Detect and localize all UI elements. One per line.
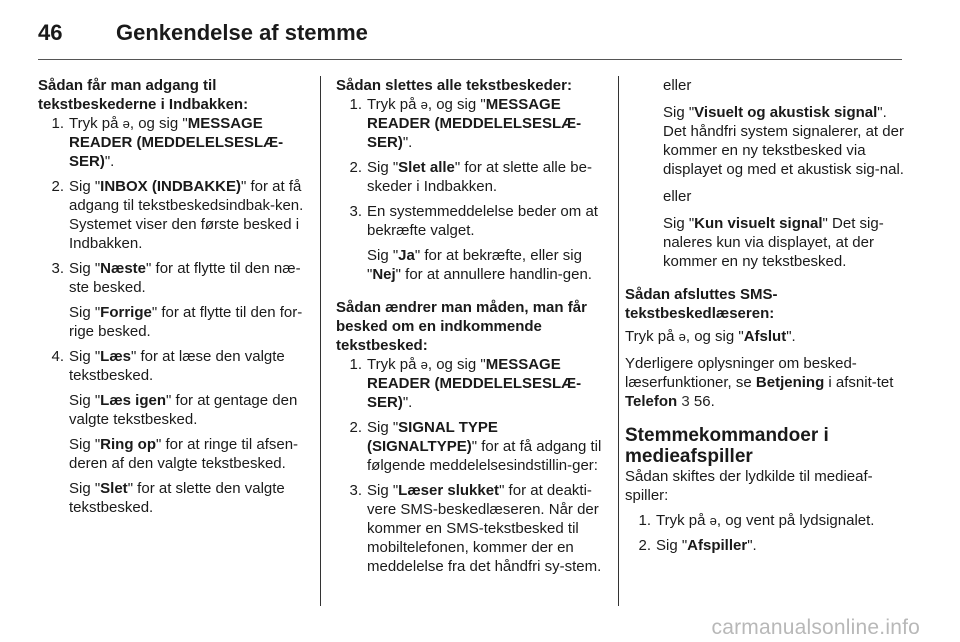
- arrow-ref-icon: 3: [681, 393, 690, 410]
- list-item: 1. Tryk på ǝ, og sig "MESSAGE READER (MEDDELELSESLÆ-SER)".: [349, 96, 582, 151]
- list-subitem: Sig "Ja" for at bekræfte, eller sig "Nej" for at annullere handlin-gen.: [367, 247, 592, 283]
- list-item: 1. Tryk på ǝ, og vent på lydsignalet.: [638, 512, 875, 529]
- list-item: 1. Tryk på ǝ, og sig "MESSAGE READER (MEDDELELSESLÆ-SER)".: [51, 115, 284, 170]
- paragraph: Tryk på ǝ, og sig "Afslut".: [625, 328, 796, 345]
- column-divider: [618, 76, 619, 606]
- watermark: carmanualsonline.info: [711, 616, 920, 639]
- option-text: Sig "Kun visuelt signal" Det sig-naleres kun via displayet, at der kommer en ny tekstbesked.: [663, 215, 884, 270]
- list-item: 3. Sig "Læser slukket" for at deakti-vere SMS-beskedlæseren. Når der kommer en SMS-tekstbesked til mobiltelefonen, kommer der en meddelelse fra det håndfri sy-stem.: [349, 482, 602, 575]
- list-item: 3. Sig "Næste" for at flytte til den næ-ste besked.: [51, 260, 301, 296]
- page-number: 46: [38, 20, 63, 45]
- option-text: eller: [663, 188, 692, 205]
- voice-command-icon: ǝ: [678, 329, 686, 344]
- list-item: 2. Sig "Slet alle" for at slette alle be-skeder i Indbakken.: [349, 159, 592, 195]
- page-title: Genkendelse af stemme: [116, 20, 368, 45]
- list-item: 3. En systemmeddelelse beder om at bekræfte valget.: [349, 203, 598, 239]
- list-subitem: Sig "Slet" for at slette den valgte tekstbesked.: [69, 480, 285, 516]
- list-subitem: Sig "Ring op" for at ringe til afsen-deren af den valgte tekstbesked.: [69, 436, 299, 472]
- column-divider: [320, 76, 321, 606]
- paragraph: Sådan skiftes der lydkilde til medieaf-spiller:: [625, 468, 873, 504]
- paragraph: Yderligere oplysninger om besked-læserfunktioner, se Betjening i afsnit-tet Telefon 3 56.: [625, 355, 894, 410]
- section-heading: Sådan slettes alle tekstbeskeder:: [336, 77, 572, 94]
- voice-command-icon: ǝ: [420, 357, 428, 372]
- list-item: 1. Tryk på ǝ, og sig "MESSAGE READER (MEDDELELSESLÆ-SER)".: [349, 356, 582, 411]
- list-subitem: Sig "Læs igen" for at gentage den valgte tekstbesked.: [69, 392, 298, 428]
- column-3: [625, 76, 905, 555]
- voice-command-icon: ǝ: [709, 513, 717, 528]
- section-heading: Sådan ændrer man måden, man får besked om en indkommende tekstbesked:: [336, 299, 587, 354]
- section-heading-large: Stemmekommandoer i medieafspiller: [625, 425, 829, 467]
- page-header: [38, 14, 368, 52]
- list-item: 4. Sig "Læs" for at læse den valgte tekstbesked.: [51, 348, 285, 384]
- section-heading: Sådan afsluttes SMS-tekstbeskedlæseren:: [625, 286, 778, 322]
- list-item: 2. Sig "INBOX (INDBAKKE)" for at få adgang til tekstbeskedsindbak-ken. Systemet viser den første besked i Indbakken.: [51, 178, 304, 252]
- header-rule: [38, 59, 902, 60]
- list-item: 2. Sig "Afspiller".: [638, 537, 757, 554]
- voice-command-icon: ǝ: [420, 97, 428, 112]
- column-1: [38, 76, 306, 517]
- option-text: eller: [663, 77, 692, 94]
- list-subitem: Sig "Forrige" for at flytte til den for-rige besked.: [69, 304, 303, 340]
- list-item: 2. Sig "SIGNAL TYPE (SIGNALTYPE)" for at få adgang til følgende meddelelsesindstillin-ger:: [349, 419, 602, 474]
- option-text: Sig "Visuelt og akustisk signal". Det håndfri system signalerer, at der kommer en ny tekstbesked via displayet og med et akustisk sig-nal.: [663, 104, 904, 178]
- section-heading: Sådan får man adgang til tekstbeskederne i Indbakken:: [38, 77, 249, 113]
- column-2: [336, 76, 606, 576]
- voice-command-icon: ǝ: [122, 116, 130, 131]
